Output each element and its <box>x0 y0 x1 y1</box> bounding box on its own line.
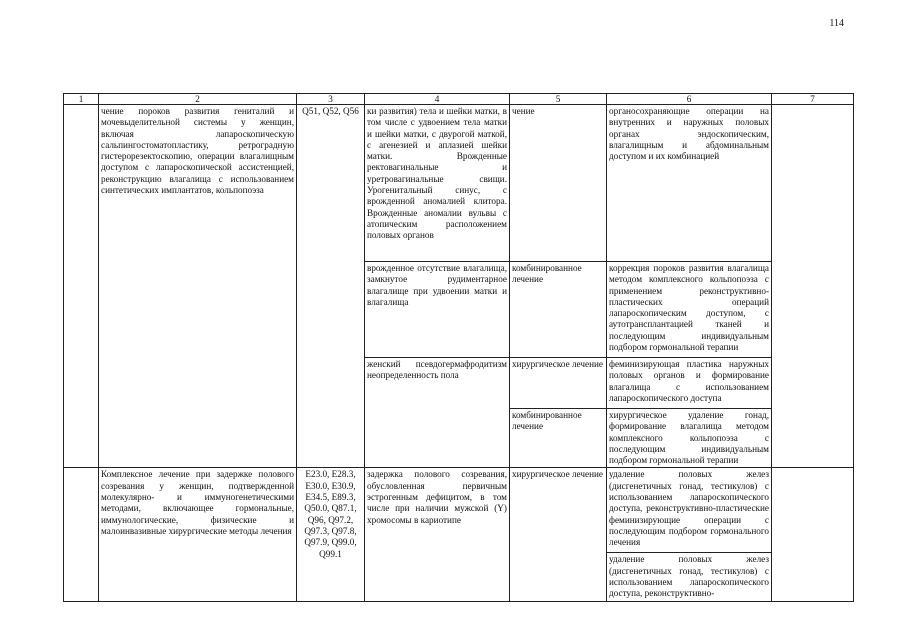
norm-cell <box>772 468 854 601</box>
method-cell: удаление половых желез (дисгенетичных гонад, тестикулов) с использованием лапароскопического доступа, реконструктивно-пластические феминизирующие операции с последующим подбором гормонального лечения <box>607 468 772 553</box>
norm-cell <box>772 105 854 468</box>
column-number-2: 2 <box>99 94 297 105</box>
method-cell: хирургическое удаление гонад, формирование влагалища методом комплексного кольпопоэза с последующим индивидуальным подбором гормональной терапии <box>607 409 772 468</box>
procedures-table <box>63 93 854 602</box>
treatment-type-cell: чение <box>510 105 607 262</box>
treatment-type-cell: хирургическое лечение <box>510 468 607 601</box>
number-cell <box>64 468 99 601</box>
patient-model-cell: женский псевдогермафродитизм неопределенность пола <box>365 358 510 468</box>
treatment-type-cell: комбинированное лечение <box>510 409 607 468</box>
patient-model-cell: задержка полового созревания, обусловленная первичным эстрогенным дефицитом, в том числе при наличии мужской (Y) хромосомы в кариотипе <box>365 468 510 601</box>
method-cell: удаление половых желез (дисгенетичных гонад, тестикулов) с использованием лапароскопического доступа, реконструктивно- <box>607 553 772 601</box>
treatment-type-cell: хирургическое лечение <box>510 358 607 409</box>
icd-codes-cell: Q51, Q52, Q56 <box>297 105 365 468</box>
patient-model-cell: врожденное отсутствие влагалища, замкнутое рудиментарное влагалище при удвоении матки и влагалища <box>365 262 510 358</box>
treatment-description-cell: чение пороков развития гениталий и мочевыделительной системы у женщин, включая лапароскопическую сальпингостоматопластику, ретроградную гистерорезектоскопию, операции влагалищным доступом с лапароскопической ассистенцией, реконструкцию влагалища с использованием синтетических имплантатов, кольпопоэза <box>99 105 297 468</box>
table-row <box>64 468 854 553</box>
icd-codes-cell: E23.0, E28.3, E30.0, E30.9, E34.5, E89.3, Q50.0, Q87.1, Q96, Q97.2, Q97.3, Q97.8, Q97.9, Q99.0, Q99.1 <box>297 468 365 601</box>
method-cell: феминизирующая пластика наружных половых органов и формирование влагалища с использованием лапароскопического доступа <box>607 358 772 409</box>
page-number: 114 <box>829 18 844 29</box>
column-number-3: 3 <box>297 94 365 105</box>
treatment-description-cell: Комплексное лечение при задержке полового созревания у женщин, подтвержденной молекулярно- и иммуногенетическими методами, включающее гормональные, иммунологические, физические и малоинвазивные хирургические методы лечения <box>99 468 297 601</box>
column-number-7: 7 <box>772 94 854 105</box>
patient-model-cell: ки развития) тела и шейки матки, в том числе с удвоением тела матки и шейки матки, с двурогой маткой, с агенезией и аплазией шейки матки. Врожденные ректовагинальные и уретровагинальные свищи. Урогенитальный синус, с врожденной аномалией клитора. Врожденные аномалии вульвы с атопическим расположением половых органов <box>365 105 510 262</box>
column-number-6: 6 <box>607 94 772 105</box>
treatment-type-cell: комбинированное лечение <box>510 262 607 358</box>
number-cell <box>64 105 99 468</box>
method-cell: коррекция пороков развития влагалища методом комплексного кольпопоэза с применением реконструктивно-пластических операций лапароскопическим доступом, с аутотрансплантацией тканей и последующим индивидуальным подбором гормональной терапии <box>607 262 772 358</box>
column-header-row <box>64 94 854 105</box>
column-number-1: 1 <box>64 94 99 105</box>
method-cell: органосохраняющие операции на внутренних и наружных половых органах эндоскопическим, влагалищным и абдоминальным доступом и их комбинацией <box>607 105 772 262</box>
table-row <box>64 105 854 262</box>
column-number-4: 4 <box>365 94 510 105</box>
column-number-5: 5 <box>510 94 607 105</box>
